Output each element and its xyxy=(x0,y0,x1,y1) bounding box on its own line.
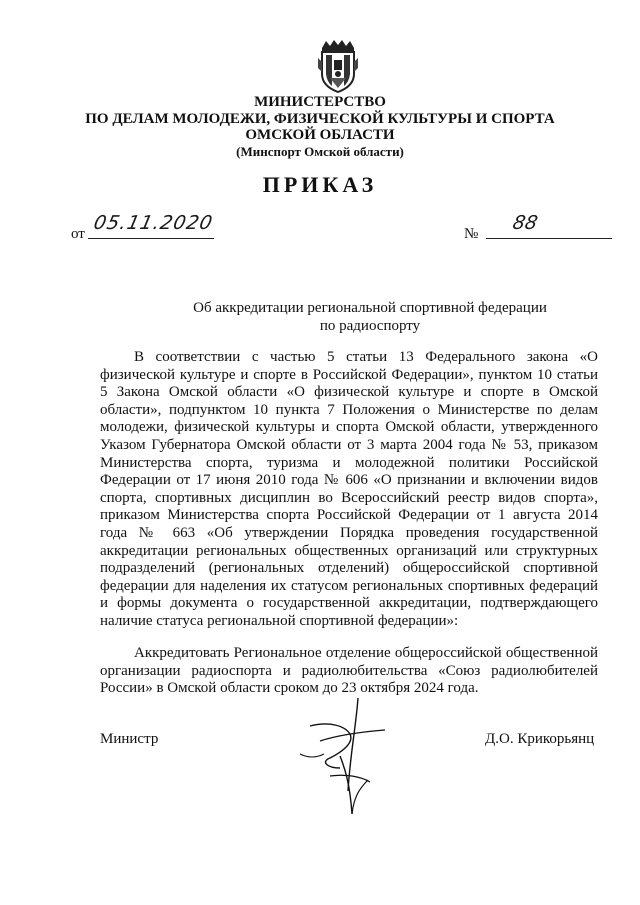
date-underline xyxy=(88,238,214,239)
ministry-header xyxy=(0,94,640,160)
signer-position: Министр xyxy=(100,731,159,747)
handwritten-number: 88 xyxy=(510,212,540,234)
number-label: № xyxy=(464,226,479,242)
ministry-short-name: (Минспорт Омской области) xyxy=(236,143,404,159)
subject-line1: Об аккредитации региональной спортивной федерации xyxy=(193,300,547,316)
coat-of-arms-icon xyxy=(316,38,360,94)
order-subject xyxy=(150,299,590,335)
signature-icon xyxy=(290,696,400,816)
ministry-title-line3: ОМСКОЙ ОБЛАСТИ xyxy=(245,127,395,143)
date-label: от xyxy=(71,226,85,242)
number-underline xyxy=(486,238,612,239)
signer-name: Д.О. Крикорьянц xyxy=(485,731,595,747)
document-type-title: ПРИКАЗ xyxy=(262,172,378,197)
ministry-title-line1: МИНИСТЕРСТВО xyxy=(254,94,386,110)
handwritten-date: 05.11.2020 xyxy=(91,212,216,234)
legal-basis-paragraph: В соответствии с частью 5 статьи 13 Федерального закона «О физической культуре и спорте в Российской Федерации», пунктом 10 статьи 5 Закона Омской области «О физической культуре и спорте в Омской области», подпунктом 10 пункта 7 Положения о Министерстве по делам молодежи, физической культуры и спорта Омской области, утвержденного Указом Губернатора Омской области от 3 марта 2004 года № 53, приказом Министерства спорта, туризма и молодежной политики Российской Федерации от 17 июня 2010 года № 606 «О признании и включении видов спорта, спортивных дисциплин во Всероссийский реестр видов спорта», приказом Министерства спорта Российской Федерации от 1 августа 2014 года № 663 «Об утверждении Порядка проведения государственной аккредитации региональных общественных организаций или структурных подразделений (региональных отделений) общероссийской спортивной федерации для наделения их статусом региональных спортивных федераций и формы документа о государственной аккредитации, подтверждающего наличие статуса региональной спортивной федерации»: xyxy=(100,349,598,629)
subject-line2: по радиоспорту xyxy=(319,318,421,334)
ministry-title-line2: ПО ДЕЛАМ МОЛОДЕЖИ, ФИЗИЧЕСКОЙ КУЛЬТУРЫ И СПОРТА xyxy=(85,110,555,127)
resolution-paragraph: Аккредитовать Региональное отделение общероссийской общественной организации радиоспорта и радиолюбительства «Союз радиолюбителей России» в Омской области сроком до 23 октября 2024 года. xyxy=(100,645,598,697)
